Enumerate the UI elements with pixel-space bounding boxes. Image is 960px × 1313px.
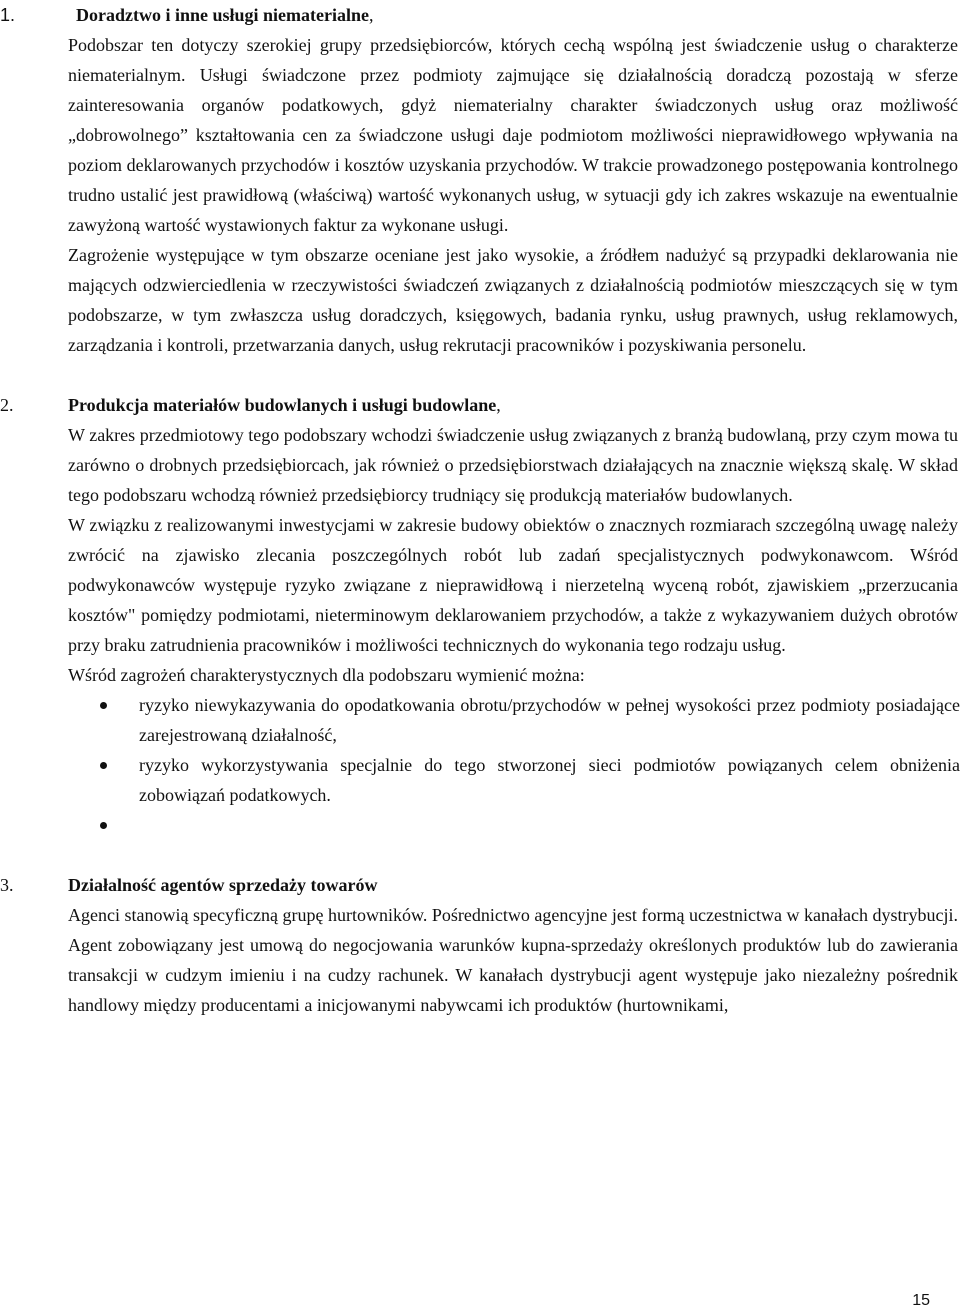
bullet-list [0, 690, 960, 840]
list-item-text: ryzyko niewykazywania do opodatkowania obrotu/przychodów w pełnej wysokości przez podmioty posiadające zarejestrowaną działalność, [139, 695, 960, 745]
list-item-text: ryzyko wykorzystywania specjalnie do tego stworzonej sieci podmiotów powiązanych celem obniżenia zobowiązań podatkowych. [139, 755, 960, 805]
section-title-suffix: , [496, 395, 501, 415]
section-title: Działalność agentów sprzedaży towarów [68, 875, 378, 895]
paragraph: Wśród zagrożeń charakterystycznych dla podobszaru wymienić można: [68, 665, 585, 685]
bullet-icon [100, 822, 107, 829]
section-title: Doradztwo i inne usługi niematerialne [76, 5, 369, 25]
paragraph: W związku z realizowanymi inwestycjami w zakresie budowy obiektów o znacznych rozmiarach szczególną uwagę należy zwrócić na zjawisko zlecania poszczególnych robót lub zadań specjalistycznych podwykonawcom. Wśród podwykonawców występuje ryzyko związane z nieprawidłową i nierzetelną wyceną robót, zjawiskiem „przerzucania kosztów" pomiędzy podmiotami, nieterminowym deklarowaniem przychodów, a także z wykazywaniem dużych obrotów przy braku zatrudnienia pracowników i możliwości technicznych do wykonania tego rodzaju usług. [68, 515, 958, 655]
section-title-suffix: , [369, 5, 374, 25]
section-1 [0, 0, 958, 360]
section-number: 1. [0, 5, 16, 25]
section-2 [0, 390, 958, 690]
section-title: Produkcja materiałów budowlanych i usługi budowlane [68, 395, 497, 415]
list-item [70, 690, 960, 750]
section-number: 3. [0, 875, 14, 895]
list-item [70, 750, 960, 810]
page-number: 15 [912, 1292, 930, 1309]
paragraph: W zakres przedmiotowy tego podobszary wchodzi świadczenie usług związanych z branżą budowlaną, przy czym mowa tu zarówno o drobnych przedsiębiorcach, jak również o przedsiębiorstwach działających na znacznie większą skalę. W skład tego podobszaru wchodzą również przedsiębiorcy trudniący się produkcją materiałów budowlanych. [68, 425, 958, 505]
section-3 [0, 870, 958, 1020]
list-item [70, 810, 960, 840]
section-heading [68, 390, 958, 420]
bullet-icon [100, 702, 107, 709]
bullet-icon [100, 762, 107, 769]
paragraph: Agenci stanowią specyficzną grupę hurtowników. Pośrednictwo agencyjne jest formą uczestnictwa w kanałach dystrybucji. Agent zobowiązany jest umową do negocjowania warunków kupna-sprzedaży określonych produktów lub do zawierania transakcji w cudzym imieniu i na cudzy rachunek. W kanałach dystrybucji agent występuje jako niezależny pośrednik handlowy między producentami a inicjowanymi nabywcami ich produktów (hurtownikami, [68, 905, 958, 1015]
section-heading [68, 0, 958, 30]
paragraph: Zagrożenie występujące w tym obszarze oceniane jest jako wysokie, a źródłem nadużyć są przypadki deklarowania nie mających odzwierciedlenia w rzeczywistości świadczeń związanych z działalnością podmiotów mieszczących się w tym podobszarze, w tym zwłaszcza usług doradczych, księgowych, badania rynku, usług prawnych, usług reklamowych, zarządzania i kontroli, przetwarzania danych, usług rekrutacji pracowników i pozyskiwania personelu. [68, 245, 958, 355]
section-number: 2. [0, 395, 14, 415]
paragraph: Podobszar ten dotyczy szerokiej grupy przedsiębiorców, których cechą wspólną jest świadczenie usług o charakterze niematerialnym. Usługi świadczone przez podmioty zajmujące się działalnością doradczą pozostają w sferze zainteresowania organów podatkowych, gdyż niematerialny charakter świadczonych usług oraz możliwość „dobrowolnego” kształtowania cen za świadczone usługi daje podmiotom możliwości nieprawidłowego wpływania na poziom deklarowanych przychodów i kosztów uzyskania przychodów. W trakcie prowadzonego postępowania kontrolnego trudno ustalić jest prawidłową (właściwą) wartość wykonanych usług, w sytuacji gdy ich zakres wskazuje na ewentualnie zawyżoną wartość wystawionych faktur za wykonane usługi. [68, 35, 958, 235]
section-heading [68, 870, 958, 900]
